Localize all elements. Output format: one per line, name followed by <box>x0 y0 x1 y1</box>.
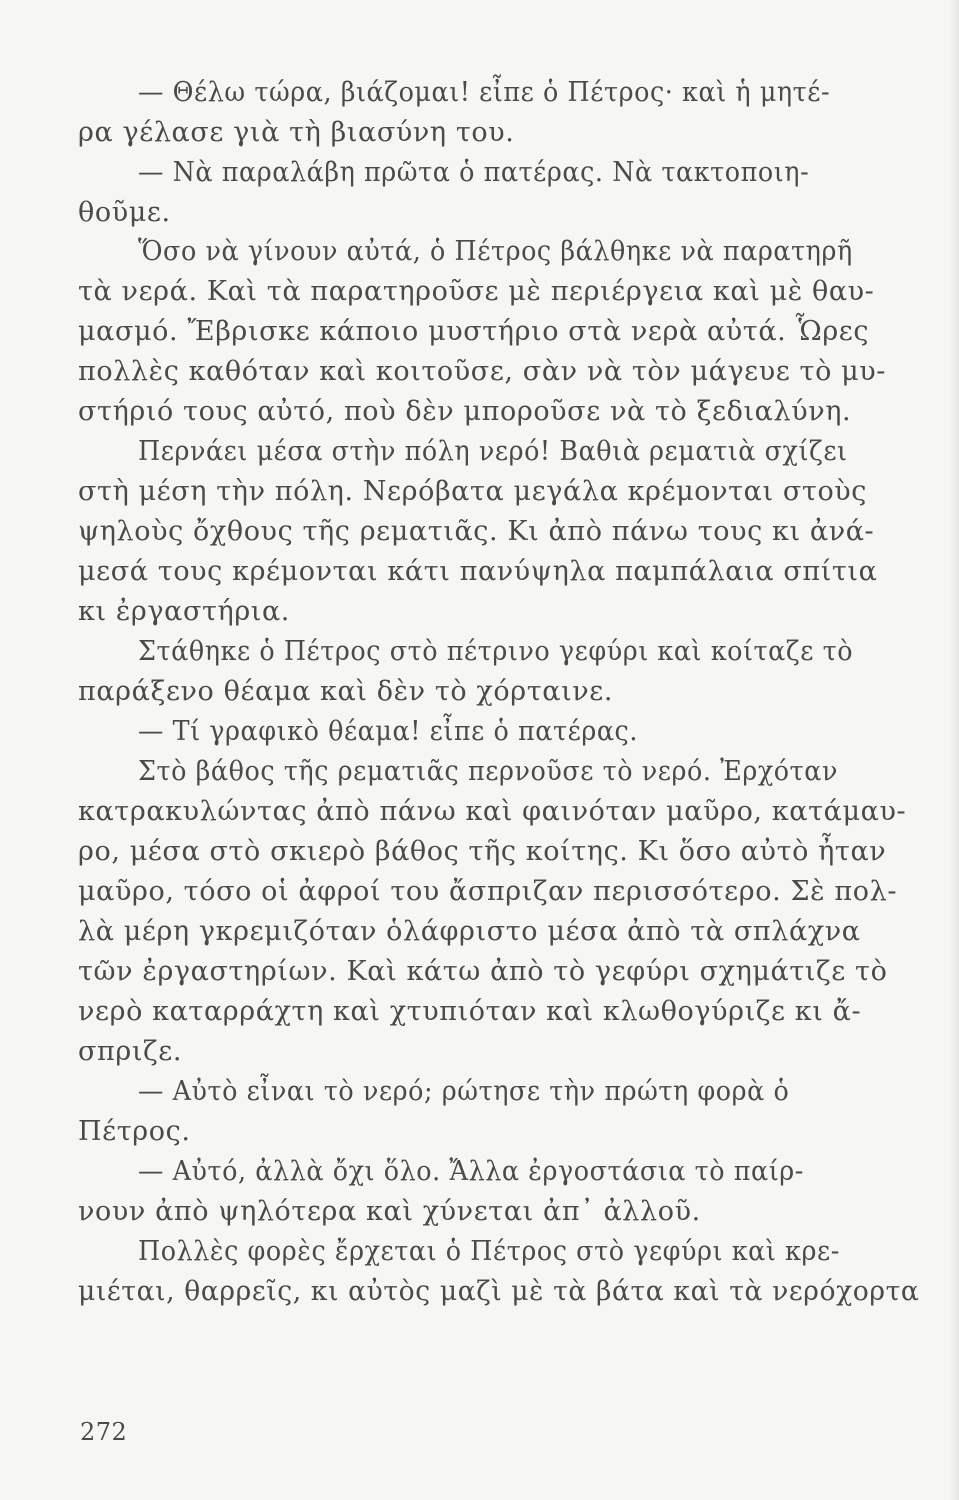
text-line: μαῦρο, τόσο οἱ ἀφροί του ἄσπριζαν περισσότερο. Σὲ πολ- <box>78 876 898 907</box>
text-line: — Τί γραφικὸ θέαμα! εἶπε ὁ πατέρας. <box>138 716 638 747</box>
text-line: σπριζε. <box>78 1036 183 1067</box>
text-line: Πέτρος. <box>78 1116 191 1147</box>
text-line: κι ἐργαστήρια. <box>78 596 290 627</box>
text-line: ψηλοὺς ὄχθους τῆς ρεματιᾶς. Κι ἀπὸ πάνω τους κι ἀνά- <box>78 516 875 547</box>
text-line: μεσά τους κρέμονται κάτι πανύψηλα παμπάλαια σπίτια <box>78 556 878 587</box>
text-line: — Αὐτὸ εἶναι τὸ νερό; ρώτησε τὴν πρώτη φορὰ ὁ <box>138 1076 790 1107</box>
text-line: Περνάει μέσα στὴν πόλη νερό! Βαθιὰ ρεματιὰ σχίζει <box>138 436 848 467</box>
text-line: Πολλὲς φορὲς ἔρχεται ὁ Πέτρος στὸ γεφύρι καὶ κρε- <box>138 1236 840 1267</box>
text-line: Στάθηκε ὁ Πέτρος στὸ πέτρινο γεφύρι καὶ κοίταζε τὸ <box>138 636 854 667</box>
text-line: νερὸ καταρράχτη καὶ χτυπιόταν καὶ κλωθογύριζε κι ἄ- <box>78 996 862 1027</box>
page-number: 272 <box>80 1418 128 1446</box>
text-line: Στὸ βάθος τῆς ρεματιᾶς περνοῦσε τὸ νερό. Ἐρχόταν <box>138 756 839 787</box>
text-line: λὰ μέρη γκρεμιζόταν ὁλάφριστο μέσα ἀπὸ τὰ σπλάχνα <box>78 916 861 947</box>
text-line: — Αὐτό, ἀλλὰ ὄχι ὅλο. Ἄλλα ἐργοστάσια τὸ παίρ- <box>138 1156 804 1187</box>
text-line: μασμό. Ἔβρισκε κάποιο μυστήριο στὰ νερὰ αὐτά. Ὧρες <box>78 316 870 347</box>
text-line: θοῦμε. <box>78 197 171 228</box>
text-line: μιέται, θαρρεῖς, κι αὐτὸς μαζὶ μὲ τὰ βάτα καὶ τὰ νερόχορτα <box>78 1276 920 1307</box>
text-line: Ὅσο νὰ γίνουν αὐτά, ὁ Πέτρος βάλθηκε νὰ παρατηρῆ <box>138 236 853 267</box>
text-line: — Θέλω τώρα, βιάζομαι! εἶπε ὁ Πέτρος· καὶ ἡ μητέ- <box>138 77 831 108</box>
text-line: — Νὰ παραλάβη πρῶτα ὁ πατέρας. Νὰ τακτοποιη- <box>138 157 810 188</box>
text-line: τῶν ἐργαστηρίων. Καὶ κάτω ἀπὸ τὸ γεφύρι σχημάτιζε τὸ <box>78 956 888 987</box>
text-line: στήριό τους αὐτό, ποὺ δὲν μποροῦσε νὰ τὸ ξεδιαλύνη. <box>78 396 852 427</box>
text-line: κατρακυλώντας ἀπὸ πάνω καὶ φαινόταν μαῦρο, κατάμαυ- <box>78 796 907 827</box>
text-line: πολλὲς καθόταν καὶ κοιτοῦσε, σὰν νὰ τὸν μάγευε τὸ μυ- <box>78 356 887 387</box>
text-line: ρα γέλασε γιὰ τὴ βιασύνη του. <box>78 117 515 148</box>
text-line: στὴ μέση τὴν πόλη. Νερόβατα μεγάλα κρέμονται στοὺς <box>78 476 868 507</box>
text-line: τὰ νερά. Καὶ τὰ παρατηροῦσε μὲ περιέργεια καὶ μὲ θαυ- <box>78 276 875 307</box>
text-line: ρο, μέσα στὸ σκιερὸ βάθος τῆς κοίτης. Κι ὅσο αὐτὸ ἦταν <box>78 836 887 867</box>
text-line: νουν ἀπὸ ψηλότερα καὶ χύνεται ἀπ᾽ ἀλλοῦ. <box>78 1196 701 1227</box>
page-edge-shadow <box>949 0 959 1500</box>
text-line: παράξενο θέαμα καὶ δὲν τὸ χόρταινε. <box>78 676 614 707</box>
